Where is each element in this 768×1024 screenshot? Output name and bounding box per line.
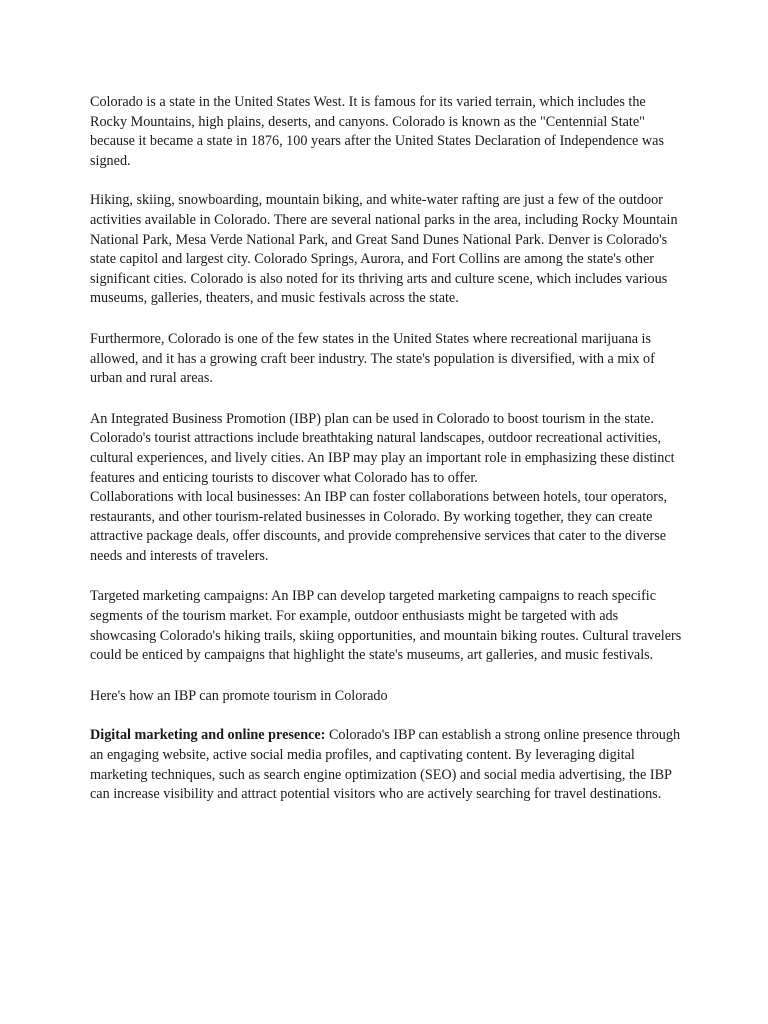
paragraph-recreation-population: Furthermore, Colorado is one of the few states in the United States where recreational marijuana is allowed, and it has a growing craft beer industry. The state's population is diversified, with a mix of urban and rural areas. xyxy=(90,330,655,387)
paragraph-targeted-marketing: Targeted marketing campaigns: An IBP can develop targeted marketing campaigns to reach specific segments of the tourism market. For example, outdoor enthusiasts might be targeted with ads showcasing Colorado's hiking trails, skiing opportunities, and mountain biking routes. Cultural travelers could be enticed by campaigns that highlight the state's museums, art galleries, and music festivals. xyxy=(90,588,682,664)
paragraph-ibp-plan: An Integrated Business Promotion (IBP) plan can be used in Colorado to boost tourism in the state. Colorado's tourist attractions include breathtaking natural landscapes, outdoor recreational activities, cultural experiences, and lively cities. An IBP may play an important role in emphasizing these distinct features and enticing tourists to discover what Colorado has to offer. xyxy=(90,410,675,486)
digital-marketing-body: Colorado's IBP can establish a strong online presence through an engaging website, active social media profiles, and captivating content. By leveraging digital marketing techniques, such as search engine optimization (SEO) and social media advertising, the IBP can increase visibility and attract potential visitors who are actively searching for travel destinations. xyxy=(90,727,681,803)
paragraph-outdoor-activities: Hiking, skiing, snowboarding, mountain biking, and white-water rafting are just a few of the outdoor activities available in Colorado. There are several national parks in the area, including Rocky Mountain National Park, Mesa Verde National Park, and Great Sand Dunes National Park. Denver is Colorado's state capitol and largest city. Colorado Springs, Aurora, and Fort Collins are among the state's other significant cities. Colorado is also noted for its thriving arts and culture scene, which includes various museums, galleries, theaters, and music festivals across the state. xyxy=(90,192,678,307)
paragraph-collaborations: Collaborations with local businesses: An IBP can foster collaborations between hotels, tour operators, restaurants, and other tourism-related businesses in Colorado. By working together, they can create attractive package deals, offer discounts, and provide comprehensive services that cater to the diverse needs and interests of travelers. xyxy=(90,489,668,564)
paragraph-how-ibp-promotes: Here's how an IBP can promote tourism in Colorado xyxy=(90,687,388,704)
document-page xyxy=(90,93,682,825)
paragraph-digital-marketing xyxy=(90,726,682,804)
paragraph-colorado-intro: Colorado is a state in the United States West. It is famous for its varied terrain, which includes the Rocky Mountains, high plains, deserts, and canyons. Colorado is known as the "Centennial State" because it became a state in 1876, 100 years after the United States Declaration of Independence was signed. xyxy=(90,94,664,169)
digital-marketing-heading: Digital marketing and online presence: xyxy=(90,727,326,744)
